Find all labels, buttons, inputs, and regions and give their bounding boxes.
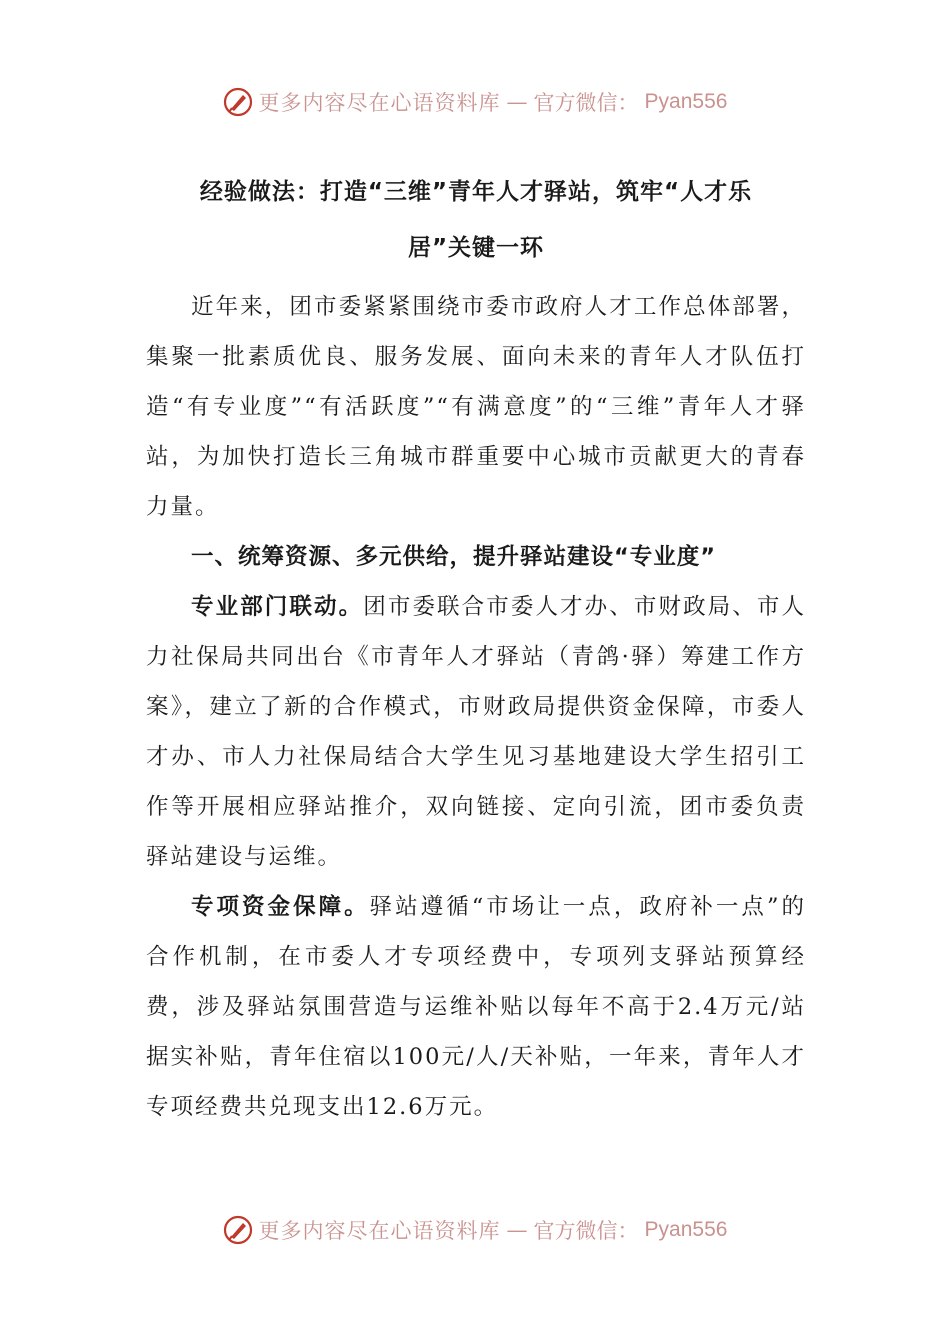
paragraph-lead: 专项资金保障。 bbox=[191, 894, 370, 920]
paragraph-body: 驿站遵循“市场让一点，政府补一点”的合作机制，在市委人才专项经费中，专项列支驿站预算经费，涉及驿站氛围营造与运维补贴以每年不高于2.4万元/站据实补贴，青年住宿以100元/人/天补贴，一年来，青年人才专项经费共兑现支出12.6万元。 bbox=[146, 894, 806, 1120]
banner-text: 更多内容尽在心语资料库 bbox=[258, 1219, 501, 1243]
footer-banner bbox=[0, 1208, 950, 1252]
paragraph-fund-guarantee bbox=[146, 882, 806, 1132]
section-1-heading: 一、统筹资源、多元供给，提升驿站建设“专业度” bbox=[191, 544, 717, 570]
header-banner bbox=[0, 80, 950, 124]
paragraph-body: 团市委联合市委人才办、市财政局、市人力社保局共同出台《市青年人才驿站（青鸽·驿）筹建工作方案》，建立了新的合作模式，市财政局提供资金保障，市委人才办、市人力社保局结合大学生见习基地建设大学生招引工作等开展相应驿站推介，双向链接、定向引流，团市委负责驿站建设与运维。 bbox=[146, 594, 806, 870]
intro-paragraph: 近年来，团市委紧紧围绕市委市政府人才工作总体部署，集聚一批素质优良、服务发展、面向未来的青年人才队伍打造“有专业度”“有活跃度”“有满意度”的“三维”青年人才驿站，为加快打造长三角城市群重要中心城市贡献更大的青春力量。 bbox=[146, 294, 806, 520]
banner-text: 更多内容尽在心语资料库 bbox=[258, 91, 501, 115]
banner-separator: — bbox=[506, 1218, 528, 1242]
document-title-line-1: 经验做法：打造“三维”青年人才驿站，筑牢“人才乐 bbox=[199, 179, 753, 205]
paragraph-lead: 专业部门联动。 bbox=[191, 594, 364, 620]
banner-wechat-id: Pyan556 bbox=[644, 90, 728, 113]
banner-separator: — bbox=[506, 90, 528, 114]
document-title-line-2: 居”关键一环 bbox=[407, 235, 545, 261]
pen-logo-icon bbox=[223, 1215, 253, 1245]
pen-logo-icon bbox=[223, 87, 253, 117]
banner-wechat-label: 官方微信： bbox=[533, 91, 639, 115]
banner-wechat-label: 官方微信： bbox=[533, 1219, 639, 1243]
document-body bbox=[146, 164, 806, 1132]
paragraph-professional-linkage bbox=[146, 582, 806, 882]
banner-wechat-id: Pyan556 bbox=[644, 1218, 728, 1241]
